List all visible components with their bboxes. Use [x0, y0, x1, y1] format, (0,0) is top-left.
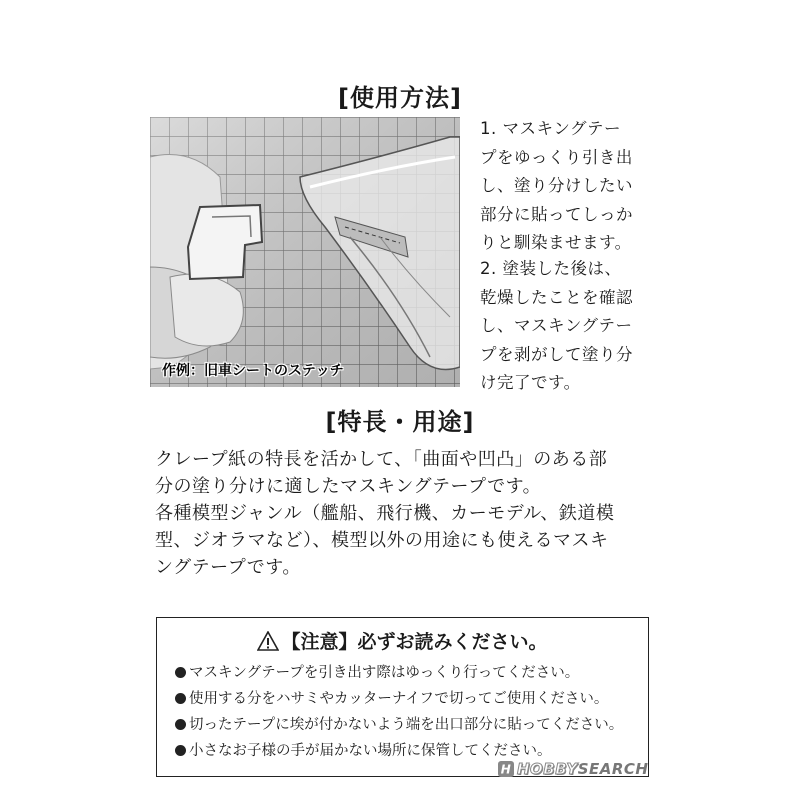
features-line: クレープ紙の特長を活かして、「曲面や凹凸」のある部: [155, 449, 608, 470]
step-line: プをゆっくり引き出: [480, 147, 633, 167]
caution-title-text: 【注意】必ずお読みください。: [281, 631, 548, 653]
step-line: 乾燥したことを確認: [480, 287, 633, 307]
step-line: 部分に貼ってしっか: [480, 204, 633, 224]
warning-triangle-icon: [257, 631, 279, 656]
usage-step-1: [480, 115, 680, 258]
caution-title: [157, 627, 648, 656]
step-line: し、マスキングテー: [480, 316, 633, 335]
features-heading: [特長・用途]: [325, 408, 475, 436]
caution-item-text: 使用する分をハサミやカッターナイフで切ってご使用ください。: [189, 691, 609, 707]
features-line: 型、ジオラマなど）、模型以外の用途にも使えるマスキ: [155, 530, 609, 551]
hobby-search-watermark: [497, 760, 649, 782]
usage-step-2: [480, 255, 680, 398]
caution-box: [156, 617, 649, 777]
features-line: 各種模型ジャンル（艦船、飛行機、カーモデル、鉄道模: [155, 503, 615, 524]
step-line: りと馴染ませます。: [480, 233, 632, 252]
caution-item-text: 小さなお子様の手が届かない場所に保管してください。: [189, 743, 552, 759]
caution-item: [175, 660, 623, 686]
step-line: プを剥がして塗り分: [480, 344, 633, 364]
example-photo: [150, 117, 460, 387]
features-description: [155, 446, 675, 581]
step-line: け完了です。: [480, 373, 581, 392]
step-line: し、塗り分けしたい: [480, 176, 633, 195]
bullet-dot-icon: [175, 667, 186, 678]
bullet-dot-icon: [175, 745, 186, 756]
caution-item: [175, 712, 623, 738]
caution-list: [175, 660, 623, 764]
photo-caption: 作例：旧車シートのステッチ: [162, 363, 344, 379]
caution-item-text: マスキングテープを引き出す際はゆっくり行ってください。: [189, 665, 580, 681]
step-line: 2. 塗装した後は、: [480, 259, 622, 278]
step-line: 1. マスキングテー: [480, 119, 621, 138]
watermark-search: SEARCH: [577, 760, 649, 778]
caution-item: [175, 686, 623, 712]
features-line: 分の塗り分けに適したマスキングテープです。: [155, 476, 542, 497]
features-line: ングテープです。: [155, 557, 301, 578]
bullet-dot-icon: [175, 719, 186, 730]
bullet-dot-icon: [175, 693, 186, 704]
svg-text:H: H: [500, 762, 512, 777]
example-photo-image: [150, 117, 460, 387]
caution-item-text: 切ったテープに埃が付かないよう端を出口部分に貼ってください。: [189, 717, 624, 733]
usage-heading: [使用方法]: [338, 84, 462, 112]
hobby-search-logo-icon: [497, 760, 515, 782]
watermark-hobby: HOBBY: [517, 760, 578, 778]
